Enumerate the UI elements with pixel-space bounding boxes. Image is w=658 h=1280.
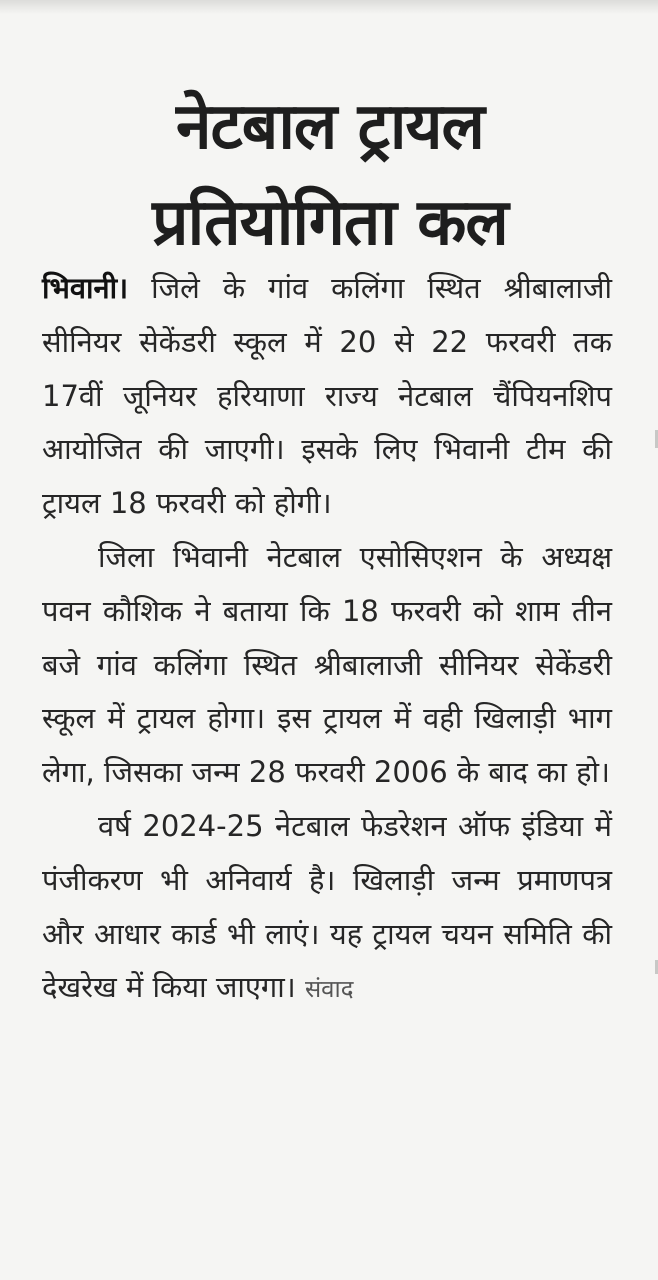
paragraph-1-text: जिले के गांव कलिंगा स्थित श्रीबालाजी सीनियर सेकेंडरी स्कूल में 20 से 22 फरवरी तक 17वीं जूनियर हरियाणा राज्य नेटबाल चैंपियनशिप आयोजित की जाएगी। इसके लिए भिवानी टीम की ट्रायल 18 फरवरी को होगी।: [42, 271, 612, 521]
paragraph-3-text: वर्ष 2024-25 नेटबाल फेडरेशन ऑफ इंडिया में पंजीकरण भी अनिवार्य है। खिलाड़ी जन्म प्रमाणपत्र और आधार कार्ड भी लाएं। यह ट्रायल चयन समिति की देखरेख में किया जाएगा।: [42, 808, 612, 1005]
news-credit: संवाद: [304, 975, 354, 1004]
dateline: भिवानी।: [42, 271, 129, 305]
paragraph-1: [42, 262, 612, 531]
paragraph-2: [42, 531, 612, 800]
clipping-top-edge: [0, 0, 658, 14]
paragraph-2-text: जिला भिवानी नेटबाल एसोसिएशन के अध्यक्ष पवन कौशिक ने बताया कि 18 फरवरी को शाम तीन बजे गांव कलिंगा स्थित श्रीबालाजी सीनियर सेकेंडरी स्कूल में ट्रायल होगा। इस ट्रायल में वही खिलाड़ी भाग लेगा, जिसका जन्म 28 फरवरी 2006 के बाद का हो।: [42, 539, 612, 790]
paragraph-3: [42, 800, 612, 1017]
headline: [30, 79, 630, 271]
article-body: [42, 262, 612, 1017]
headline-line-2: प्रतियोगिता कल: [152, 186, 508, 261]
headline-line-1: नेटबाल ट्रायल: [176, 90, 484, 165]
